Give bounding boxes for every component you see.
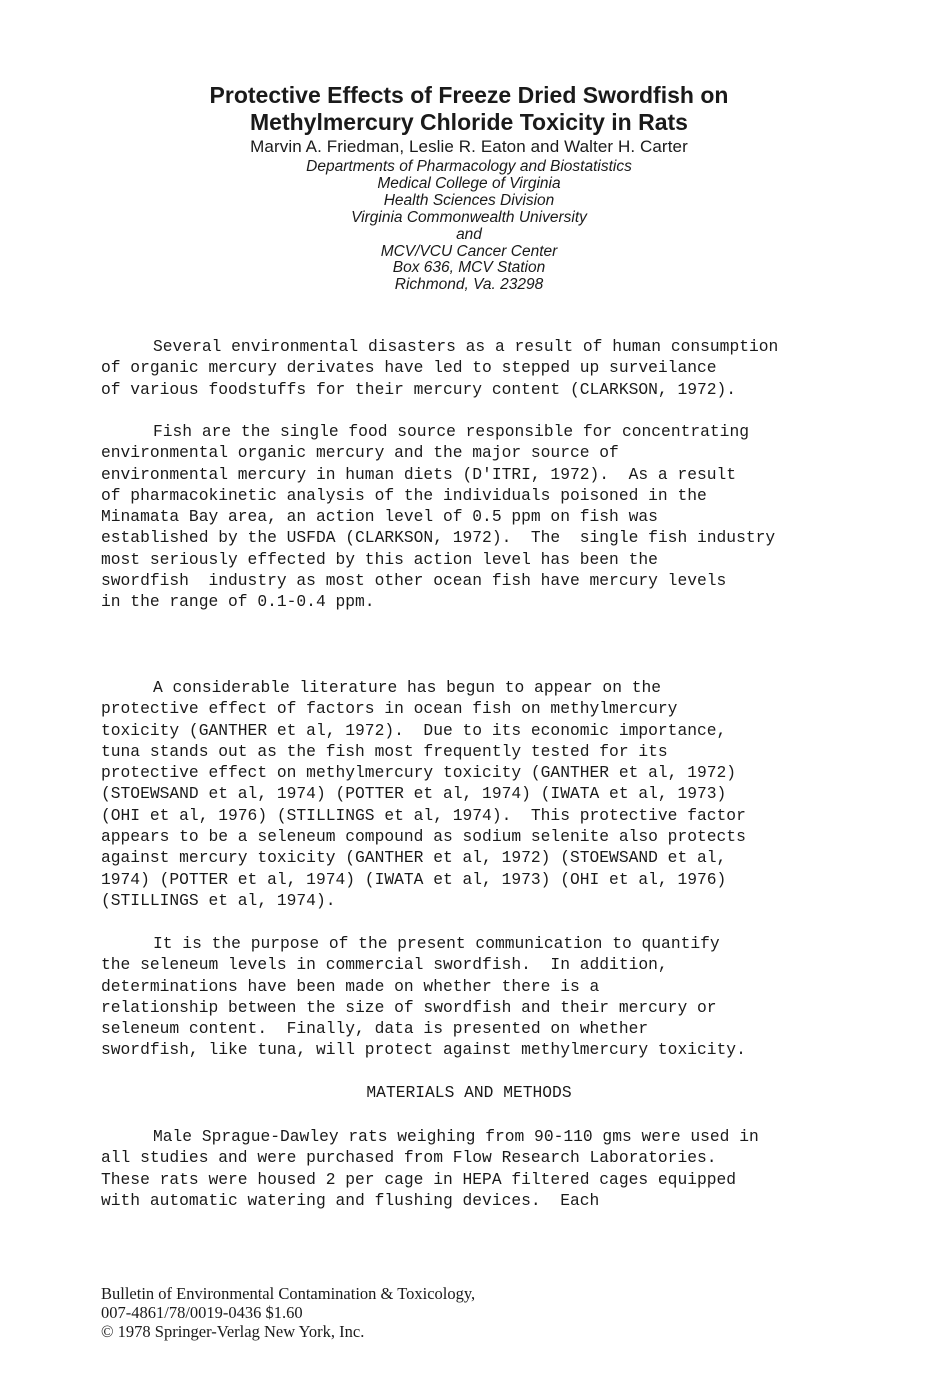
affiliation-line: and [456, 225, 482, 243]
affiliation-line: Virginia Commonwealth University [351, 208, 587, 226]
text-line: of various foodstuffs for their mercury content (CLARKSON, 1972). [101, 379, 737, 399]
footer-journal: Bulletin of Environmental Contamination & Toxicology, [101, 1284, 476, 1303]
paragraph-purpose [101, 933, 861, 1061]
text-line: swordfish, like tuna, will protect against methylmercury toxicity. [101, 1040, 746, 1060]
paragraph-methods [101, 1126, 861, 1211]
text-line: all studies and were purchased from Flow Research Laboratories. [101, 1148, 717, 1168]
affiliation-block [0, 159, 938, 294]
affiliation-line: Medical College of Virginia [377, 174, 561, 192]
text-line: (STILLINGS et al, 1974). [101, 890, 336, 910]
text-line: toxicity (GANTHER et al, 1972). Due to its economic importance, [101, 720, 727, 740]
affiliation-line: Box 636, MCV Station [392, 259, 546, 277]
title-line-2: Methylmercury Chloride Toxicity in Rats [250, 109, 688, 135]
text-line: It is the purpose of the present communication to quantify [153, 934, 720, 953]
paragraph-intro [101, 336, 861, 400]
text-line: Several environmental disasters as a result of human consumption [153, 337, 779, 356]
text-line: against mercury toxicity (GANTHER et al, 1972) (STOEWSAND et al, [101, 848, 727, 868]
affiliation-line: Departments of Pharmacology and Biostatistics [306, 158, 632, 175]
text-line: tuna stands out as the fish most frequently tested for its [101, 741, 668, 761]
footer-copyright: © 1978 Springer-Verlag New York, Inc. [101, 1322, 365, 1341]
text-line: environmental mercury in human diets (D'ITRI, 1972). As a result [101, 464, 737, 484]
affiliation-line: Richmond, Va. 23298 [394, 276, 544, 294]
text-line: the seleneum levels in commercial swordfish. In addition, [101, 955, 668, 975]
text-line: swordfish industry as most other ocean fish have mercury levels [101, 571, 727, 591]
publication-footer [101, 1284, 475, 1341]
title-line-1: Protective Effects of Freeze Dried Swordfish on [209, 82, 729, 108]
affiliation-line: Health Sciences Division [383, 191, 555, 209]
paper-header [0, 82, 938, 294]
text-line: (OHI et al, 1976) (STILLINGS et al, 1974). This protective factor [101, 805, 746, 825]
text-line: in the range of 0.1-0.4 ppm. [101, 592, 375, 612]
paragraph-fish-source [101, 421, 861, 613]
text-line: Minamata Bay area, an action level of 0.5 ppm on fish was [101, 507, 658, 527]
text-line: Male Sprague-Dawley rats weighing from 90-110 gms were used in [153, 1127, 759, 1146]
paper-title [0, 82, 938, 136]
text-line: (STOEWSAND et al, 1974) (POTTER et al, 1974) (IWATA et al, 1973) [101, 784, 727, 804]
text-line: of pharmacokinetic analysis of the individuals poisoned in the [101, 485, 707, 505]
text-line: A considerable literature has begun to appear on the [153, 678, 662, 697]
text-line: relationship between the size of swordfish and their mercury or [101, 997, 717, 1017]
text-line: of organic mercury derivates have led to stepped up surveilance [101, 358, 717, 378]
text-line: environmental organic mercury and the major source of [101, 443, 619, 463]
text-line: appears to be a seleneum compound as sodium selenite also protects [101, 827, 746, 847]
author-list: Marvin A. Friedman, Leslie R. Eaton and Walter H. Carter [250, 137, 688, 156]
section-heading: MATERIALS AND METHODS [366, 1083, 572, 1102]
text-line: determinations have been made on whether there is a [101, 976, 600, 996]
text-line: protective effect of factors in ocean fish on methylmercury [101, 699, 678, 719]
text-line: protective effect on methylmercury toxicity (GANTHER et al, 1972) [101, 763, 737, 783]
text-line: seleneum content. Finally, data is presented on whether [101, 1019, 649, 1039]
text-line: Fish are the single food source responsible for concentrating [153, 422, 749, 441]
paragraph-literature [101, 677, 861, 911]
affiliation-line: MCV/VCU Cancer Center [380, 242, 558, 260]
text-line: These rats were housed 2 per cage in HEPA filtered cages equipped [101, 1169, 737, 1189]
text-line: established by the USFDA (CLARKSON, 1972). The single fish industry [101, 528, 776, 548]
text-line: most seriously effected by this action level has been the [101, 549, 658, 569]
footer-code: 007-4861/78/0019-0436 $1.60 [101, 1303, 303, 1322]
text-line: 1974) (POTTER et al, 1974) (IWATA et al, 1973) (OHI et al, 1976) [101, 869, 727, 889]
text-line: with automatic watering and flushing devices. Each [101, 1190, 600, 1210]
